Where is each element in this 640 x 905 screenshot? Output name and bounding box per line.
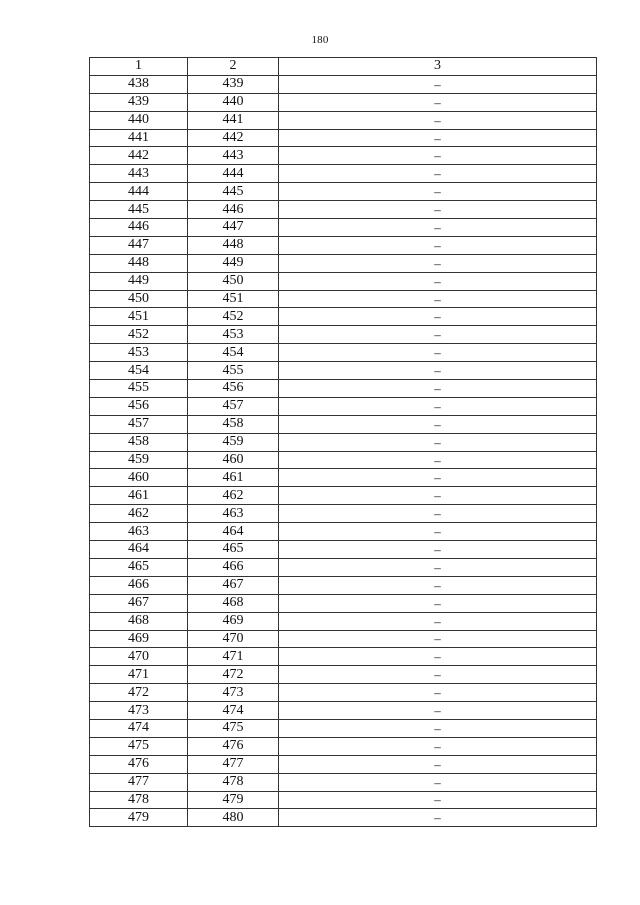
table-row — [90, 75, 597, 93]
table-cell-col-2: 474 — [188, 702, 279, 720]
table-row — [90, 147, 597, 165]
table-header — [90, 58, 597, 76]
table-cell-col-1: 451 — [90, 308, 188, 326]
table-cell-col-3: – — [279, 308, 597, 326]
table-row — [90, 487, 597, 505]
table-cell-col-3: – — [279, 380, 597, 398]
table-cell-col-2: 460 — [188, 451, 279, 469]
table-cell-col-3: – — [279, 594, 597, 612]
table-row — [90, 219, 597, 237]
table-row — [90, 308, 597, 326]
table-cell-col-2: 471 — [188, 648, 279, 666]
table-cell-col-3: – — [279, 254, 597, 272]
table-row — [90, 201, 597, 219]
table-cell-col-2: 458 — [188, 415, 279, 433]
table-cell-col-1: 455 — [90, 380, 188, 398]
table-cell-col-2: 464 — [188, 523, 279, 541]
table-cell-col-1: 474 — [90, 719, 188, 737]
table-cell-col-3: – — [279, 719, 597, 737]
table-cell-col-3: – — [279, 111, 597, 129]
table-cell-col-1: 479 — [90, 809, 188, 827]
table-cell-col-2: 444 — [188, 165, 279, 183]
table-cell-col-1: 467 — [90, 594, 188, 612]
table-cell-col-2: 449 — [188, 254, 279, 272]
table-cell-col-2: 468 — [188, 594, 279, 612]
table-row — [90, 505, 597, 523]
table-cell-col-2: 463 — [188, 505, 279, 523]
table-cell-col-2: 439 — [188, 75, 279, 93]
table-cell-col-2: 447 — [188, 219, 279, 237]
table-cell-col-3: – — [279, 93, 597, 111]
table-cell-col-3: – — [279, 541, 597, 559]
table-cell-col-2: 446 — [188, 201, 279, 219]
table-cell-col-2: 445 — [188, 183, 279, 201]
table-cell-col-1: 466 — [90, 576, 188, 594]
table-row — [90, 415, 597, 433]
data-table — [89, 57, 597, 827]
table-cell-col-2: 473 — [188, 684, 279, 702]
table-cell-col-3: – — [279, 451, 597, 469]
table-row — [90, 630, 597, 648]
table-cell-col-3: – — [279, 791, 597, 809]
table-cell-col-3: – — [279, 666, 597, 684]
table-cell-col-1: 478 — [90, 791, 188, 809]
table-row — [90, 666, 597, 684]
table-cell-col-3: – — [279, 684, 597, 702]
table-cell-col-3: – — [279, 201, 597, 219]
table-cell-col-3: – — [279, 129, 597, 147]
column-header-2: 2 — [188, 58, 279, 76]
header-row — [90, 58, 597, 76]
table-cell-col-3: – — [279, 612, 597, 630]
table-cell-col-2: 456 — [188, 380, 279, 398]
table-row — [90, 684, 597, 702]
table-cell-col-1: 471 — [90, 666, 188, 684]
table-cell-col-2: 475 — [188, 719, 279, 737]
table-cell-col-2: 467 — [188, 576, 279, 594]
table-row — [90, 737, 597, 755]
table-row — [90, 612, 597, 630]
table-row — [90, 344, 597, 362]
table-cell-col-2: 480 — [188, 809, 279, 827]
table-cell-col-2: 451 — [188, 290, 279, 308]
table-cell-col-3: – — [279, 648, 597, 666]
table-body — [90, 75, 597, 826]
table-row — [90, 93, 597, 111]
table-cell-col-1: 452 — [90, 326, 188, 344]
table-cell-col-1: 453 — [90, 344, 188, 362]
table-cell-col-2: 454 — [188, 344, 279, 362]
table-cell-col-1: 441 — [90, 129, 188, 147]
table-cell-col-3: – — [279, 773, 597, 791]
table-row — [90, 576, 597, 594]
table-cell-col-1: 463 — [90, 523, 188, 541]
table-cell-col-2: 453 — [188, 326, 279, 344]
table-row — [90, 451, 597, 469]
table-cell-col-1: 456 — [90, 397, 188, 415]
table-cell-col-2: 457 — [188, 397, 279, 415]
table-cell-col-1: 475 — [90, 737, 188, 755]
table-cell-col-3: – — [279, 433, 597, 451]
table-cell-col-3: – — [279, 219, 597, 237]
table-cell-col-1: 459 — [90, 451, 188, 469]
table-cell-col-3: – — [279, 326, 597, 344]
table-cell-col-1: 469 — [90, 630, 188, 648]
table-cell-col-3: – — [279, 487, 597, 505]
table-row — [90, 648, 597, 666]
table-cell-col-1: 476 — [90, 755, 188, 773]
table-row — [90, 380, 597, 398]
table-cell-col-3: – — [279, 737, 597, 755]
table-cell-col-3: – — [279, 755, 597, 773]
table-row — [90, 773, 597, 791]
table-cell-col-3: – — [279, 290, 597, 308]
table-cell-col-1: 460 — [90, 469, 188, 487]
table-cell-col-1: 439 — [90, 93, 188, 111]
table-row — [90, 254, 597, 272]
table-cell-col-1: 457 — [90, 415, 188, 433]
table-cell-col-1: 462 — [90, 505, 188, 523]
table-cell-col-2: 476 — [188, 737, 279, 755]
table-cell-col-3: – — [279, 469, 597, 487]
table-cell-col-1: 473 — [90, 702, 188, 720]
table-cell-col-1: 443 — [90, 165, 188, 183]
table-cell-col-1: 445 — [90, 201, 188, 219]
table-cell-col-3: – — [279, 576, 597, 594]
table-cell-col-1: 468 — [90, 612, 188, 630]
table-cell-col-2: 440 — [188, 93, 279, 111]
table-cell-col-3: – — [279, 505, 597, 523]
column-header-1: 1 — [90, 58, 188, 76]
table-cell-col-1: 440 — [90, 111, 188, 129]
table-row — [90, 111, 597, 129]
table-row — [90, 236, 597, 254]
table-cell-col-1: 448 — [90, 254, 188, 272]
table-row — [90, 183, 597, 201]
table-cell-col-1: 446 — [90, 219, 188, 237]
table-cell-col-2: 450 — [188, 272, 279, 290]
table-row — [90, 791, 597, 809]
table-row — [90, 362, 597, 380]
table-cell-col-2: 470 — [188, 630, 279, 648]
table-cell-col-1: 464 — [90, 541, 188, 559]
table-row — [90, 165, 597, 183]
table-cell-col-1: 442 — [90, 147, 188, 165]
table-row — [90, 523, 597, 541]
table-cell-col-2: 443 — [188, 147, 279, 165]
table-cell-col-2: 477 — [188, 755, 279, 773]
table-row — [90, 558, 597, 576]
table-cell-col-1: 449 — [90, 272, 188, 290]
table-cell-col-2: 441 — [188, 111, 279, 129]
table-cell-col-3: – — [279, 165, 597, 183]
table-cell-col-2: 469 — [188, 612, 279, 630]
table-cell-col-2: 455 — [188, 362, 279, 380]
table-row — [90, 809, 597, 827]
table-cell-col-1: 444 — [90, 183, 188, 201]
table-cell-col-2: 466 — [188, 558, 279, 576]
table-cell-col-3: – — [279, 558, 597, 576]
table-cell-col-3: – — [279, 183, 597, 201]
table-cell-col-3: – — [279, 236, 597, 254]
table-cell-col-1: 477 — [90, 773, 188, 791]
table-cell-col-2: 448 — [188, 236, 279, 254]
table-row — [90, 433, 597, 451]
table-cell-col-1: 465 — [90, 558, 188, 576]
table-cell-col-2: 462 — [188, 487, 279, 505]
table-cell-col-1: 458 — [90, 433, 188, 451]
table-cell-col-1: 447 — [90, 236, 188, 254]
table-row — [90, 397, 597, 415]
table-cell-col-1: 454 — [90, 362, 188, 380]
table-cell-col-3: – — [279, 415, 597, 433]
table-cell-col-2: 442 — [188, 129, 279, 147]
table-row — [90, 541, 597, 559]
table-cell-col-3: – — [279, 702, 597, 720]
table-cell-col-3: – — [279, 272, 597, 290]
table-cell-col-1: 438 — [90, 75, 188, 93]
table-cell-col-3: – — [279, 344, 597, 362]
table-row — [90, 326, 597, 344]
table-cell-col-3: – — [279, 75, 597, 93]
table-cell-col-2: 465 — [188, 541, 279, 559]
table-cell-col-3: – — [279, 397, 597, 415]
table-cell-col-2: 452 — [188, 308, 279, 326]
table-row — [90, 594, 597, 612]
table-cell-col-3: – — [279, 523, 597, 541]
table-cell-col-1: 470 — [90, 648, 188, 666]
page-number: 180 — [311, 34, 329, 46]
table-cell-col-1: 450 — [90, 290, 188, 308]
table-cell-col-2: 479 — [188, 791, 279, 809]
table-cell-col-2: 472 — [188, 666, 279, 684]
table-row — [90, 129, 597, 147]
table-cell-col-2: 478 — [188, 773, 279, 791]
table-row — [90, 702, 597, 720]
table-row — [90, 755, 597, 773]
column-header-3: 3 — [279, 58, 597, 76]
table-cell-col-3: – — [279, 809, 597, 827]
table-cell-col-3: – — [279, 362, 597, 380]
table-cell-col-3: – — [279, 630, 597, 648]
table-cell-col-2: 459 — [188, 433, 279, 451]
table-cell-col-3: – — [279, 147, 597, 165]
table-cell-col-1: 472 — [90, 684, 188, 702]
table-row — [90, 272, 597, 290]
table-row — [90, 719, 597, 737]
table-row — [90, 469, 597, 487]
table-cell-col-2: 461 — [188, 469, 279, 487]
table-cell-col-1: 461 — [90, 487, 188, 505]
table-row — [90, 290, 597, 308]
